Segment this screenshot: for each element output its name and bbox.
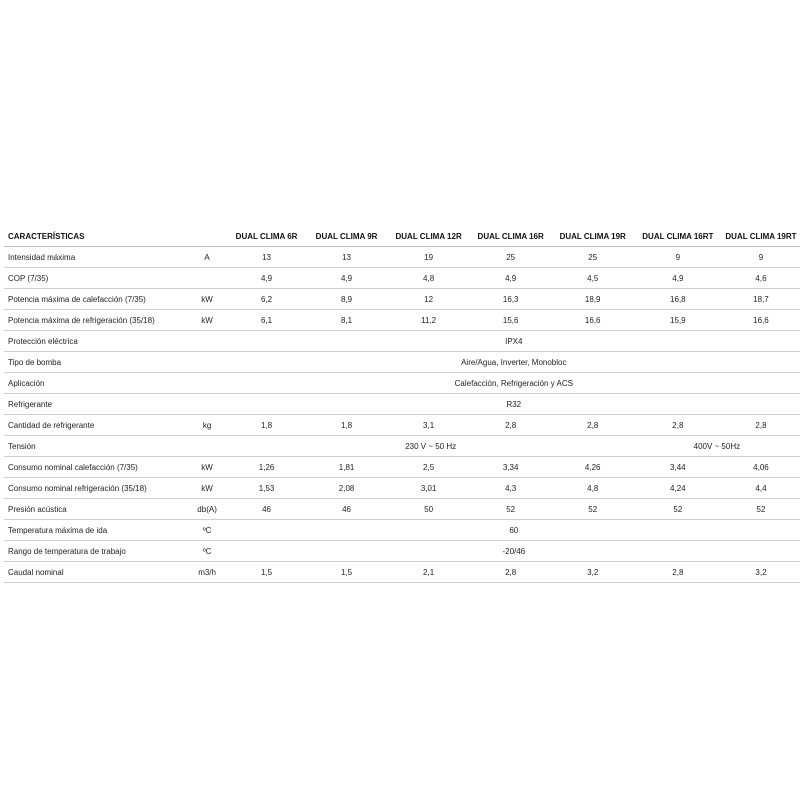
value-cell: 3,01 [388,478,470,499]
value-cell: IPX4 [228,331,800,352]
value-cell: 2,8 [634,415,722,436]
row-unit [187,331,228,352]
value-cell: 60 [228,520,800,541]
value-cell: 2,8 [722,415,800,436]
value-cell: 16,6 [552,310,634,331]
table-row [4,436,800,457]
value-cell: 3,2 [552,562,634,583]
row-unit [187,436,228,457]
value-cell: 4,6 [722,268,800,289]
value-cell: 4,24 [634,478,722,499]
value-cell: 3,44 [634,457,722,478]
value-cell: 3,34 [470,457,552,478]
value-cell: 4,9 [634,268,722,289]
header-model-6r: DUAL CLIMA 6R [228,226,306,247]
row-label: Tensión [4,436,187,457]
row-unit: ºC [187,541,228,562]
value-cell: 4,8 [552,478,634,499]
value-cell: Calefacción, Refrigeración y ACS [228,373,800,394]
row-label: Aplicación [4,373,187,394]
value-cell: 4,9 [470,268,552,289]
table-row [4,268,800,289]
row-unit: kW [187,478,228,499]
value-cell: 230 V ~ 50 Hz [228,436,634,457]
value-cell: 4,3 [470,478,552,499]
value-cell: 4,5 [552,268,634,289]
value-cell: 18,9 [552,289,634,310]
row-unit: db(A) [187,499,228,520]
row-label: COP (7/35) [4,268,187,289]
value-cell: 11,2 [388,310,470,331]
table-row [4,247,800,268]
value-cell: 2,5 [388,457,470,478]
value-cell: Aire/Agua, Inverter, Monobloc [228,352,800,373]
row-unit [187,373,228,394]
header-characteristics: CARACTERÍSTICAS [4,226,187,247]
header-model-19r: DUAL CLIMA 19R [552,226,634,247]
value-cell: 25 [470,247,552,268]
row-label: Consumo nominal refrigeración (35/18) [4,478,187,499]
value-cell: 9 [722,247,800,268]
row-unit [187,268,228,289]
value-cell: 8,9 [306,289,388,310]
value-cell: 8,1 [306,310,388,331]
table-row [4,352,800,373]
value-cell: 13 [306,247,388,268]
value-cell: 12 [388,289,470,310]
value-cell: 50 [388,499,470,520]
value-cell: 16,3 [470,289,552,310]
row-unit: kW [187,310,228,331]
value-cell: 2,8 [470,415,552,436]
value-cell: 15,6 [470,310,552,331]
value-cell: 1,5 [306,562,388,583]
row-label: Presión acústica [4,499,187,520]
value-cell: 16,8 [634,289,722,310]
header-unit [187,226,228,247]
table-row [4,394,800,415]
value-cell: 2,8 [470,562,552,583]
value-cell: 18,7 [722,289,800,310]
table-row [4,310,800,331]
value-cell: 19 [388,247,470,268]
row-label: Caudal nominal [4,562,187,583]
table-row [4,562,800,583]
row-unit: m3/h [187,562,228,583]
value-cell: 25 [552,247,634,268]
value-cell: 1,81 [306,457,388,478]
value-cell: 4,9 [228,268,306,289]
table-row [4,457,800,478]
value-cell: 4,26 [552,457,634,478]
value-cell: 400V ~ 50Hz [634,436,800,457]
table-row [4,541,800,562]
header-model-19rt: DUAL CLIMA 19RT [722,226,800,247]
value-cell: 1,53 [228,478,306,499]
value-cell: R32 [228,394,800,415]
row-unit [187,394,228,415]
table-row [4,499,800,520]
table-row [4,478,800,499]
specs-table [4,226,800,583]
value-cell: 46 [306,499,388,520]
table-row [4,331,800,352]
value-cell: 9 [634,247,722,268]
table-row [4,520,800,541]
value-cell: 4,9 [306,268,388,289]
header-model-16r: DUAL CLIMA 16R [470,226,552,247]
value-cell: 4,06 [722,457,800,478]
value-cell: 6,2 [228,289,306,310]
row-label: Rango de temperatura de trabajo [4,541,187,562]
value-cell: 2,08 [306,478,388,499]
value-cell: 2,8 [552,415,634,436]
value-cell: 13 [228,247,306,268]
value-cell: 4,4 [722,478,800,499]
value-cell: 1,5 [228,562,306,583]
row-unit: A [187,247,228,268]
value-cell: 1,8 [228,415,306,436]
value-cell: 3,2 [722,562,800,583]
row-label: Protección eléctrica [4,331,187,352]
table-body [4,247,800,583]
value-cell: 16,6 [722,310,800,331]
header-model-9r: DUAL CLIMA 9R [306,226,388,247]
table-row [4,289,800,310]
value-cell: 52 [722,499,800,520]
value-cell: 4,8 [388,268,470,289]
row-label: Potencia máxima de calefacción (7/35) [4,289,187,310]
row-unit: kW [187,457,228,478]
header-model-12r: DUAL CLIMA 12R [388,226,470,247]
value-cell: 52 [470,499,552,520]
value-cell: 15,9 [634,310,722,331]
row-label: Tipo de bomba [4,352,187,373]
row-label: Cantidad de refrigerante [4,415,187,436]
row-unit [187,352,228,373]
row-unit: kg [187,415,228,436]
value-cell: 3,1 [388,415,470,436]
header-model-16rt: DUAL CLIMA 16RT [634,226,722,247]
value-cell: 1,8 [306,415,388,436]
value-cell: 1,26 [228,457,306,478]
value-cell: 6,1 [228,310,306,331]
value-cell: -20/46 [228,541,800,562]
table-row [4,373,800,394]
value-cell: 52 [552,499,634,520]
value-cell: 2,1 [388,562,470,583]
table-row [4,415,800,436]
row-label: Intensidad máxima [4,247,187,268]
row-label: Refrigerante [4,394,187,415]
row-label: Temperatura máxima de ida [4,520,187,541]
row-unit: ºC [187,520,228,541]
row-unit: kW [187,289,228,310]
row-label: Consumo nominal calefacción (7/35) [4,457,187,478]
value-cell: 2,8 [634,562,722,583]
row-label: Potencia máxima de refrigeración (35/18) [4,310,187,331]
header-row [4,226,800,247]
value-cell: 46 [228,499,306,520]
value-cell: 52 [634,499,722,520]
